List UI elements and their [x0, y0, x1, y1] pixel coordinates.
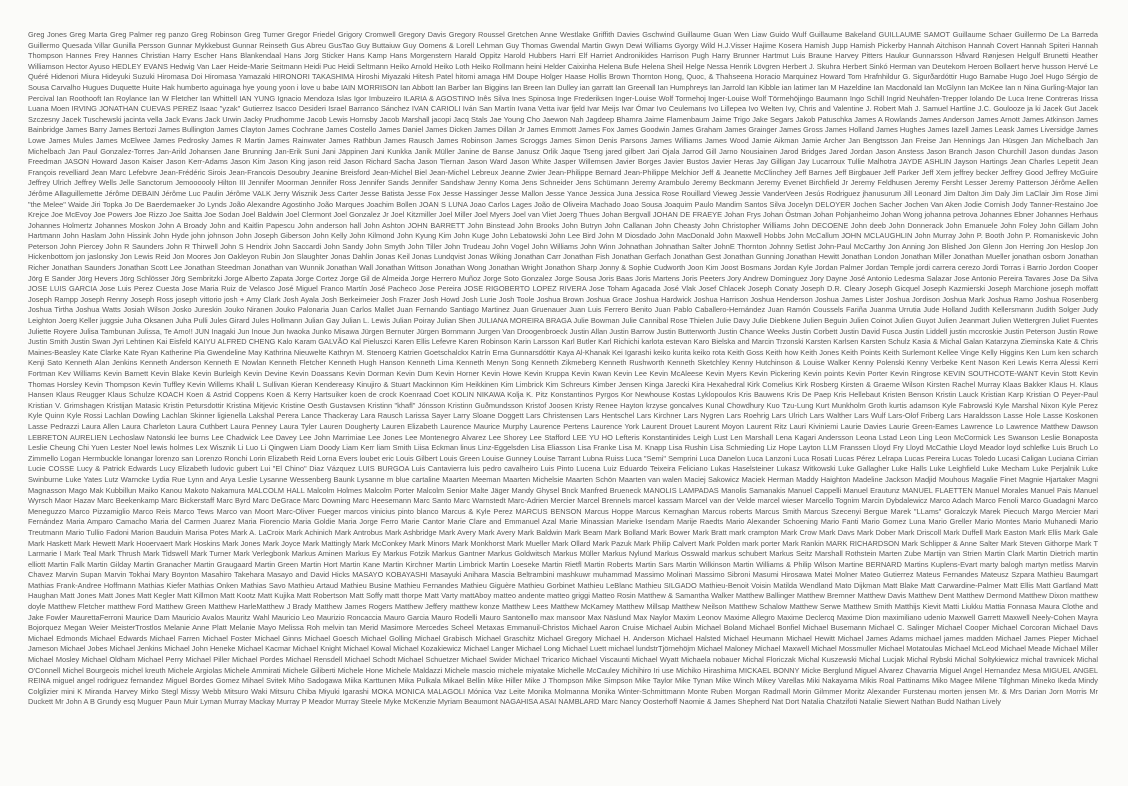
- backer-names-list: Greg Jones Greg Marta Greg Palmer reg panzo Greg Robinson Greg Turner Gregor Friedel Grigory Cromwell Gregory Davis Gregory Roussel Gretchen Anne Westlake Griffith Davies Gschwind Guillaume Guan Wen Liaw Guido Wulf Guillaume Bakeland GUILLAUME SAMOT Guillaume Schaer Guillermo De La Barreda Guillermo Quesada Villar Gunilla Persson Gunnar Mykkebust Gunnar Reinseth Gus Abreu GusTao Guy Buttaiuw Guy Oomens & Lorell Lehman Guy Thomas Gwendal Martin Gwyn Dewi Williams Gyorgy Wild H.J.Visser Hajime Kosera Hamish Jupp Hamish Pickerby Hannah Aitchison Hannah Covert Hannah Spiteri Hannah Thompson Hannes Frey Hannes Christian Harry Escher Hans Blankendaal Hans Jorg Sticker Hans Kamp Hans Morgenstern Harald Oppitz Harold Hubbers Harri Elf Harriet Andronikides Harrison Pugh Harry Brunner Hartmut Luis Braune Harvey Pitters Haukur Gunnarsson Håvard Rønjesen Helgulf Brunetti Heather Williamson Hector Ayuso HEDLEY EVANS Hedwig Van Laer Heide-Marie Seitmann Heidi Puc Heidi Seltmann Heiko Arnold Heiko Loth Heiko Rollmann heini Helder Caixinha Helena Bufe Helena Sheil Helge Nessa Henrik Lövgren Herbert J. Skuhra Herbert Sinkó Herman van Deutekom Heroen Bollaert herve husson Hervé Le Quéré Hidenori Miura Hideyuki Suzuki Hiromasa Doi Hiromasa Yamazaki HIRONORI TAKASHIMA Hiroshi Miyazaki Hitesh Patel hitomi amaga HM Doupe Holger Haase Hollis Brown Thornton Hong, Quoc, & Thahseena Horacio Marquinez Howard Tom Hrafnhildur G. Sigurðardóttir Hugo Barnabe Hugo Joel Hugo Sérgio de Sousa Carvalho Hugues Duquette Huite Hak humberto aguinaga hye young yoon i love u babe IAIN MORRISON Ian Abbott Ian Barber Ian Biggins Ian Breen Ian Dulley ian garratt Ian Greenall Ian Humphreys Ian Jarrold Ian Kibble ian latimer Ian M Hazeldine Ian Macdonald Ian McGlynn Ian McKee Ian n Nina Gurling-Major Ian Percival Ian Roothooft Ian Roylance Ian W Fletcher Ian Whittell IAN YUNG Ignacio Mendoza Islas Igor Imbuzeiro ILARIA & AGOSTINO Inês Silva Ines Spinosa Inge Frederiksen Inger-Louise Wolf Tormehoj Inger-Louise Wolf Törmehöjingo Baumann Ingo Schill Ingrid Neuhäfen-Trepper Iolando De Luca Irene Contreras Irissa Luana Moen IRVING JONATHAN CUEVAS PEREZ Isaac "yzak" Gutierrez Isacco Desideri Israel Barranco Sánchez IVAN CARIOLI Iván San Martín Ivana Vetta ivar fjeld Ivar Meijs Ivar Ómar Ivo Ceulemans Ivo Lillepea Ivo Welten Ivy, Chris and Valentine J. Robert Mah J. Samuel Hartline J.C. Goulooze ja ki Jacek Gut Jacek Szczesny Jacek Tuschewski jacinta vella Jack Evans Jack Urwin Jacky Prudhomme Jacob Lewis Hornsby Jacob Marshall jacopi Jacq Stals Jae Young Cho Jaewon Nah Jagdeep Bhamra Jaime Flamenbaum Jaime Trigo Jake Segars Jakob Patuschka James A Rowlands James Anderson James Arnott James Atkinson James Bainbridge James Barry James Bertozi James Bullington James Clayton James Cochrane James Costello James Daniel James Dicken James Dillan Jr James Emmott James Fox James Goodwin James Graham James Grainger James Gross James Holland James Hughes James Iazell James Leask James Liversidge James Lowe James Mules James McElwee James Pedrosky James R Martin James Rainwater James Rathbun James Rausch James Robinson James Scroggs James Simon Denis Parsons James Williams James Wood Jamie Aikman Jamie Archer Jan Bengtsson Jan Freise Jan Hennings Jan Hüsgen Jan Michelbach Jan Michelbach Jan Paul Gonzalez-Torres Jan-Arild Johansen Jane Brunning Jan-Erik Suni Jani Jäppinen Jani Kunkka Janik Müller Janine de Banse Janusz Orlik Jaque Tseng jared gilbert Jari Ojala Jarrod Gill Jarno Nousiainen Jarod Bridges Jared Jordan Jason Anstess Jason Branch Jason Churchill Jason dundas Jason Freedman JASON Howard Jason Kaiser Jason Kerr-Adams Jason Kim Jason King jason reid Jason Richard Sacha Jason Tiernan Jason Ward Jason White Jasper Willemsen Javier Borges Javier Bustos Javier Heras Jay Gilligan Jay Lucarroux Tullie Malhotra JAYDE ASHLIN Jayson Hartings Jean Charles Lepetit Jean François revelliard Jean Marc Lefebvre Jean-Frédéric Sirois Jean-Francois Desoubry Jeanine Breisford Jean-Michel Biel Jean-Michel Lebreux Jeanne Zwier Jean-Philippe Bernard Jean-Philippe Melchior Jeff & Jeanette McClinchey Jeff Barnes Jeff Birgbauer Jeff Parker Jeff Xem jeffrey becker Jeffrey Good Jeffrey McGuire Jeffrey Ulrich Jeffrey Wells Jelle Sanctorum Jemoooooly Hilton III Jennifer Moorman Jennifer Ross Jennifer Sands Jennifer Sandshaw Jenny Koma Jens Schneider Jens Schümann Jeremy Arambulo Jeremy Beckmann Jeremy Evenet Birchfield Jr Jeremy Feldhusen Jeremy Fersht Lesser Jeremy Patterson Jérôme Aellen Jérôme Allaguillemette Jérôme DEBAIN Jérôme Luc Paulin Jérôme VALK Jerry Wisznik Jess Carter Jesse Batista Jesse Fox Jesse Hassinger Jesse Mallon Jesse Yance Jessica Juna Jessica Rose Rouillard Vieweg Jessie VanderVeen Jesús Rodriguez jhanusurum Jill Leonard Jim Dalton Jim Daly Jim LaClair Jim Rose Jimi "the Melee" Waide Jiri Topka Jo De Baerdemaeker Jo Lynds João Alexandre Agostinho João Marques Joachim Bollen JOAN S LUNA Joao Carlos Lages João de Oliveira Machado Joao Sousa Joaquim Paulo Mandim Santos Silva Jocelyn DELOYER Jochen Sacher Jochen Van Aken Jodie Cornish Jody Tanner-Restaino Joe Krejce Joe McEvoy Joe Powers Joe Rizzo Joe Saitta Joe Sodan Joel Baldwin Joel Clermont Joel Gonzalez Jr Joel Kitzmiller Joel Miller Joel Myers Joel van Vliet Joerg Thues Johan Bergvall JOHAN DE FRAEYE Johan Frys Johan Östman Johan Pohjanheimo Johan Wong johanna petrova Johannes Ebner Johannes Herhaus Johannes Holmertz Johannes Moskon John A Broady John and Kaitlin Papescu John anderson hall John Ashton JOHN BARRETT John Binstead John Brooks John Butryn John Callanan John Cheasty John Christopher Williams John DECOENE John deeb John Donnerack John Emanuele John Foley John Gillam John Hartmann John Haslam John Hissink John Hyde john johnson John Joseph Giberson John Kelly John Kilmond John Kyung Kim John Kuge John Lebatowski John Lee Bird John M Diosdado John MacDonald John Maxwell Hobbs John McCallum JOHN MCLAUGHLIN John Murray John P. Booth John P. Romaniskevic John Peterson John Piercey John R Saunders John R Thirwell John S Hendrix John Saccardi John Sandy John Smyth John Tiller John Trudeau John Vogel John Williams John Winn Johnathan Johnathan Salter JohnE Thornton Johnny Setlist John-Paul McCarthy Jon Anning Jon Blished Jon Glenn Jon Herring Jon Heslop Jon Hickenbottom jon jaslonsky Jon Lewis Reid Jon Moores Jon Oakleyon Rubin Jon Slaughter Jonas Dahlin Jonas Keil Jonas Lundqvist Jonas Wiking Jonathan Carr Jonathan Fish Jonathan Gerfach Jonathan Gest Jonathan Gunning Jonathan Hewitt Jonathan London Jonathan Miller Jonathan Mueller jonathan osborn Jonathan Richer Jonathan Saunders Jonathan Scott Lee Jonathan Steedman Jonathan van Wunnik Jonathan Wall Jonathan Wittson Jonathan Wong Jonathan Wright Jonathon Sharp Jonny & Sophie Cudworth Joon Kim Joost Bosmans Jordan Kyle Jordan Palmer Jordan Temple jordi carrera cerezo Jordi Torras i Barrio Jordon Cooper Jörg E Sander Jörg Hevers Jörg Schlösser Jörg Sembritzki Jorge Alberto Zapata Jorge Cortez Jorge Gil de Almeida Jorge Herrero Muñoz Jorge Soto Gonzalez Jorge Sousa Joris Baas Joris Martens Joris Peeters Jory Andrew Dominguez Jory Dayne José Antonio Ledesma Salazar Jose Antonio Pereira Tavares Jose Da Silva JOSE LUIS GARCIA Jose Luis Perez Cuesta Jose Maria Ruiz de Velasco José Miguel Franco Martín José Pacheco Jose Pereira JOSE RIGOBERTO LOPEZ RIVERA Jose Toham Agacada José Vlak Josef Chlacek Joseph Conaty Joseph D.R. Cleary Joseph Gicquel Joseph Kazmierski Joseph Marchione joseph moffatt Joseph Rampp Joseph Renny Joseph Ross joseph vittorio josh + Amy Clark Josh Ayala Josh Berkeimeier Josh Frazer Josh Howd Josh Lurie Josh Toole Joshua Brown Joshua Grace Joshua Hardwick Joshua Harrison Joshua Henderson Joshua James Lister Joshua Jordison Joshua Mark Joshua Ramo Joshua Rosenberg Joshua Tirtha Joshua Watts Josiah Wilson Josko Jureskin Jouko Niranen Jouko Palonaria Juan Carlos Mallet Juan Fernando Santiago Martinez Juan Gruenauer Juan Luis Ferrero Benito Juan Pablo Caballero-Hernández Juan Ramón Coussels Fariña Juanma Urrutia Jude Holland Judith Kellersmann Judith Solger Judy Leighton Joerg Keller juggsie Juha Oksanen Juha Pulli Jules Girard Jules Hollmann Julian Gay Julian L. Lewis Julian Poiray Julian Shen JULIANA MOREIRA BRAGA Julie Bowman Julie Cannibal Rose Thielen Julie Davy Julie Diebkene Julien Beguin Julien Coinot Julien Guyot Julien Jeanmart Julien Wettergren Juliet Fuentes Juliette Royere Julisa Tambunan Julissa, Te Amo!! JUN Inagaki Jun Inoue Jun Iwaoka Junko Misawa Jürgen Bernuter Jürgen Bornmann Jurgen Van Droogenbroeck Justin Allan Justin Barrow Justin Butterworth Justin Chance Weeks Justin Corbett Justin David Fusca Justin Liddell justin mccroskie Justin Peterson Justin Rowe Justin Smith Justin Swan Jyri Lehtinen Kai Eisfeld KAIYU ALFRED CHENG Kalo Karam GALVÃO Kal Pieluszci Karen Ellis Lefevre Karen Robinson Karin Larsson Karl Butler Karl Richichi karlota estevan Karo Bielska and Marcin Trzonski Karsten Karlsen Karsten Schulz Kasia & Michal Galan Katarzyna Zieminska Kate & Chris Maines-Beasley Kate Clarke Kate Ryan Katherine Pia Gwendeline May Kathrina Nieuwelte Kathryn M. Stenoerg Katrien Goetschalckx Katrín Erna Gunnarsdóttir Kaya Al-Khanak Kei Igarashi keiko kurita keiko rota Keith Goss Keith how Keith Jones Keith Points Keith Surlemont Kellee Vinge Kelly Higgins Ken Lum ken scharch Kenji Sato Kenneth Alan Jenkins Kenneth Anderson Kenneth E Nowlan Kenneth Fletcher Kenneth Hugh Hanson Kenneth Lima Kenneth Menyn Song Kenneth Zikmeberg Kenneth Rushworth Kenneth Sketchley Kenny Hutchinson & Louise Walker Kenny Polenski Kenny Verbeke Kent Nason Keri Lewis Kerra Alessi Kerri Fortman Kev Williams Kevin Barnett Kevin Blake Kevin Burleigh Kevin Devine Kevin Doassans Kevin Dorman Kevin Dum Kevin Horner Kevin Howe Kevin Kruppa Kevin Kwan Kevin Lee Kevin McAleese Kevin Myers Kevin Pickering Kevin points Kevin Porter Kevin Ringrose KEVIN SOUTHCOTE-WANT Kevin Stott Kevin Thomas Horsley Kevin Thompson Kevin Tuffley Kevin Willems Khalil L Sullivan Kieran Kendereasy Kinujiro & Stuart Mackinnon Kim Heikkinen Kim Limbrick Kim Schreurs Kimber Jensen Kinga Jarecki Kira Hexahedral Kirk Comelius Kirk Rosberg Kirsten & Graeme Wilson Kirsten Rachel Murray Klaas Bakker Klaus H. Klaus Hansen Klaus Reugger Klaus Schulze KOACH Koen & Astrid Coppens Koen & Kerry Hartsuiker koen de crock Koenraad Coet KOLIN NIKAWA Kolja K. Pitz Konstantinos Pyrgos Kor Newhouse Kostas Lyklopoulos Kris Bauwens Kris De Paep Kris Hellebaut Kristen Benson Kristin Lauck Kristian Karp Kristian O Peyer-Paul Kristian V. Grimshagen Kristijan Matasic Kristin Petursdottir Kristina Mitjevic Kristine Oesth Gustavsen Kristinn "khafl" Jónsson Kristinn Guðmundsson Kristof Joosen Kristy Renee Hayton krzyse goncalves Kunal Chowdhury Kuo Tzu-Lung Kurt Munkholm Groth kurtis adamson Kyle Fabrowski Kyle Marshal Nixon Kyle Perez Kyle Quinn Kyle Rossi Lachlan Dowling Lachlan Skinner ligienella Lakshal Perera Lance Thackeray Lara Rausch Larissa Sayer Larry Sloane Doggett Lars Christensen Lars Hentschel Lars Kirchner Lars Nygren Lars Roehrig Lars Ulrich Lars Walther Lars Wulf Lars-Olof Friberg Lars Haraldsson Lasse Hole Lasse Koskonen Lasse Pedrazzi Laura Allen Laura Charleton Laura Cuthbert Laura Penney Laura Tyler Lauren Dougherty Lauren Elizabeth Laurence Maurice Murphy Laurence Pertens Laurence York Laurent Drouet Laurent Moyon Laurent Ritz Lauri Kiviniemi Laurie Davies Laurie Green-Eames Lawrence Lo Lawrence Matthew Dawson LEBRETON AURELIEN Lechoslaw Natonski lee burns Lee Chadwick Lee Davey Lee John Marrimiae Lee Jones Lee Montenegro Alvarez Lee Shorey Lee Stafford LEE YU HO Lefteris Konstantinides Leigh Lust Len Marshall Lena Kagari Andersson Leona Lstad Leon Ling Leon McCormick Les Swanson Leslie Bonaposta Leslie Cheung Chi Yuen Lester Noel lewis holmes Lex Wisznik Li Luo Li Qingwen Liam Doody Liam Kerr liam Smith Liisa Eckman linus Linz-Eggelsden Lisa Eliasson Lisa Franke Lisa M. Knapp Lisa Rushin Lisa Schmieding Liz Hope Layton LLM Franssen Lloyd Fry Lloyd McCathie Lloyd Meador loyd schlefke Luis Bruch Lo Zimmello Logan Hermbuckle lonangar lorenzo san Lorenzo Ronchi Lorin Elizabeth Reid Lorna Evers loubet eric Louis Gilbert Louis Green Louise Gunney Louise Tarrant Lubna Ruiss Luca "Semi" Semprini Luca Danelon Luca Lanzoni Luca Rosati Lucas Pérez Lelrapa Lucas Pereira Lucas Toledo Lucasi Caligan Luciana Cirrian Lucie COSSE Lucy & Patrick Edwards Lucy Elizabeth ludovic gubert Lui "El Chino" Diaz Vázquez LUIS BURGOA Luis Cantavierra luis pedro cavalheiro Luis Pinto Lucena Luiz Eduardo Teixeira Feliciano Lukas Haselsteiner Lukasz Witkowski Luke Gallagher Luke Halls Luke Leighfield Luke Mecham Luke Perjalnik Luke Swinburne Luke Yates Lutz Warncke Lydia Rue Lynn and Arya Leslie Lysanne Wessenberg Baunk Lysanne m blue cartaline Maarten Meeman Maarten Michelsie Maarten Schön Maarten van walen Maciej Sakowicz Maciek Herman Maddy Haighton Madeline Jackson Madjid Mouhous Magalie Finet Magnie Hjartaker Magni Magnasson Mago Mak Kubbillun Maiko Kanou Makoto Nakamura MALCOLM HALL Malcolm Holmes Malcolm Porter Malcolm Senior Malte Jäger Mandy Ghysel Bnck Manfred Brueneck MANOLIS LAMPADAS Manolis Samanakis Manuel Cappelli Manuel Erautunz MANUEL FLAETTEN Manuel Morales Manuel Pais Manuel Wyrsch Maor Hazav Marc Beekenkamp Marc Bickerstaff Marc Byrd Marc DeGrace Marc Downing Marc Heesemann Marc Santo Marc Warnstedt Marc-Adrien Mercier Marcel Brennels marcel kassam Marcel van der Velde marcel wieser Marcello Tognim Marcin Dybdalewicz Marco Adach Marco Fenoli Marco Guadagni Marco Meneguzzo Marco Pizzamiglio Marco Reis Marco Tews Marco van Moort Marc-Oliver Fueger marcos vinicius pinto blanco Marcus & Kyle Perez MARCUS BENSON Marcus Hoppe Marcus Kernaghan Marcus roberts Marcus Smith Marcus Szecenyi Bergue Marek "LLams" Goralczyk Marek Piecuch Margo Mercier Mari Fernández Maria Amparo Camacho Maria del Carmen Juarez Maria Fiorencio Maria Goldie Maria Jorge Ferro Marie Cantor Marie Clare and Emmanuel Azal Marie Minassian Marieke Isendam Marije Raedts Mario Alexander Schoening Mario Fanti Mario Gomez Luna Mario Greller Mario Montes Mario Muhanedi Mario Treutmann Mario Tullio Fadoni Marion Bauduin Marisa Potes Mark A. LaCroix Mark Achinich Mark Antrobus Mark Ashbridge Mark Avery Mark Avery Mark Baldwin Mark Beam Mark Bolland Mark Bower Mark Bratt mark crampton Mark Crow Mark Davs Mark Dober Mark Driscoll Mark Duffell Mark Easton Mark Ellis Mark Gale Mark Haskett Mark Hewett Mark Hooervaert Mark Hoskins Mark Jones Mark Joyce Mark Mattingly Mark McConkey Mark Minors Mark Monkhorst Mark Mueller Mark Ollard Mark Pazuk Mark Philip Calvert Mark Polden mark porter Mark Rankin MARK RICHARDSON Mark Schlipper & Anne Salter Mark Steven Githorpe Mark T Larmarie I Mark Teal Mark Thrush Mark Tidswell Mark Turner Mark Verlegbonk Markus Aminen Markus Ey Markus Fotzik Markus Gantner Markus Goldwitsch Markus Müller Markus Nylund Markus Osswald markus schubert Markus Seitz Marshall Rothstein Marten Zube Martijn van Strien Martin Clark Martin Dietrich martin elliott Martin Falk Martin Gilday Martin Granacher Martin Graugaard Martin Green Martin Hort Martin Kane Martin Kirchner Martin Limbrick Martin Loeseke Martin Rietfl Martin Roberts Martin Sars Martin Wilkinson Martin Williams & Philip Wilson Martine BERNARD Martins Kuplens-Evart marty balogh martyn metliss Marvin Chavez Marvin Supan Marvin Tokhai Mary Boynton Masahiro Takehara Masayo and David Hicks MASAYO KOBAYASHI Masayuki Anihara Mascia Beltrambini mashkuwr muhammad Massimo Molinari Massimo Sibroni Masumi Hirosawa Matei Molner Mateo Gutierrez Mateus Fernandes Mateusz Szpara Mathieu Baumgart Mathias Frank-Andree Hoffmann Mathias Kiefer Mathias Onken Mathias Savo Mathieu Artaud Mathieu Busine Mathieu Fernandes Mathieu Giguère Mathieu Gorbinet Mathieu LeBlanc Mathieu SILGADO Mathieu-Benoit Voisin Matilda Wendland Mato Dijkman Matt Blake Matt Carwardine-Palmer Matt Ellis Matt Gartland Matt Haughan Matt Jones Matt Jones Matt Kegler Matt Killmon Matt Kootz Matt Kujika Matt Robertson Matt Soffy matt thorpe Matt Varty mattAboy matteo andente matteo griggi Matteo Rosin Matthew & Samantha Walker Matthew Ballinger Matthew Bremner Matthew Davis Matthew Dent Matthew Dermond Matthew Dixon matthew doyle Matthew Fletcher matthew Ford Matthew Green Matthew HarleMatthew J Brady Matthew James Rogers Matthew Jeffery matthew konze Matthew Lees Matthew McKamey Matthew Millsap Matthew Neilson Matthew Schalow Matthew Serwe Matthew Smith Matthijs Kievit Matti Liukku Mattia Fonnasa Maura Clothe and Jake Fowler MaurettaFerroni Maurice Dam Mauricio Avalos Mauritz Wahl Mauricio Leo Maurizio Roncaccia Mauro Garcia Mauro Rodelli Mauro Santonello max mansoor Max Näslund Max Naylor Maxim Leonov Maxime Allegro Maxime Declercq Maxime Dion maximiliano udenio Maxwell Garrett Maxwell Neely-Cohen Mayra Bojorquez Megan Weier MeisterTrostlos Melanie Anne Platt Melanie Mayo Melissa Roh melvin tan Merid Masimore Mercedes Scheel Metaxas Emmanuil-Christos Michael Aaron Cruise Michael Aubin Michael Boland Michael Bonfiel Michael Busemann Michael C. Salinger Michael Cooper Michael Corcoran Michael Davs Michael Edmonds Michael Edwards Michael Farren Michael Foster Michael Ginns Michael Goesch Michael Golling Michael Grabisch Michael Graschitz Michael Gregory Michael H. Anderson Michael Halsted Michael Heumann Michael Hewitt Michael James Adams michael james madden Michael James Pieper Michael Jameson Michael Jobes Michael Jenkins Michael John Heneke Michael Kacmar Michael Knight Michael Kowal Michael Kozakiewicz Michael Langer Michael Long Michael Luett michael lundstrTjörnehöjm Michael Maloney Michael Maxwell Michael Mossmuller Michael Motatoulas Michael McLeod Michael Meade Michael Miller Michael Mosley Michael Oldham Michael Perry Michael Piller Michael Pordes Michael Rensdell Michael Schodt Michael Schuetzer Michael Swider Michael Tricarico Michael Viscaunti Michael Wyatt Michaela nobauer Michal Floriczak Michal Kuszewski Michal Lucjak Michal Rybski Michal Soltykiewicz michal travnicek Michal O'Connell Michel Bourgeois michel kreuth Michele Argiolas Michele Ammirati Michele Giliberti Michele Hone Michele Maldazzi Michele mascio michele miyatake Michelle McCauley Michihiro Iri use Michiko Hirashima MICKAEL BONNY Micke Berglund Miguel Alvarez Chavarria Miguel Angel Hernandez Mesa MIGUEL ANGEL REINA miguel angel rodriguez fernandez Miguel Bordes Gomez Mihael Svitek Miho Sadogawa Miika Karttunen Mika Pulkala Mikael Bellin Mike Hiller Mike J Thompson Mike Simpson Mike Taylor Mike Tynan Mike Winch Mikey Varellas Miki Nakayama Mikis Roal Pattinams Miko Magee Milene Tilghman Mineko Ikeda Mindy Colglizier mini K Miranda Harvey Mirko Stegl Missy Webb Mitsuro Waki Mitsuru Chiba Miyuki Igarashi MOKA MONICA MALAGOLI Mónica Vaz Leite Monika Molmanna Monika Winter-Schmittmann Monte Ruben Morgan Radmall Morin Gilmmer Moritz Alexander Furstenau morten jensen Mr. & Mrs Darian Jorn Morris Mr Duckett Mr John A B Grundy esq Muguer Paun Muir Lyman Murray Mackay Murray P Meador Murray Steele Myke McKenzie Myriam Beaumont NAGAHISA ASAI NAMBLARD Marc Nancy Oosterhoff Naomie & James Shepherd Nat Dort Natalia Chatzifoti Natalie Siewert Nathan Budd Nathan Lively: [28, 30, 1098, 707]
